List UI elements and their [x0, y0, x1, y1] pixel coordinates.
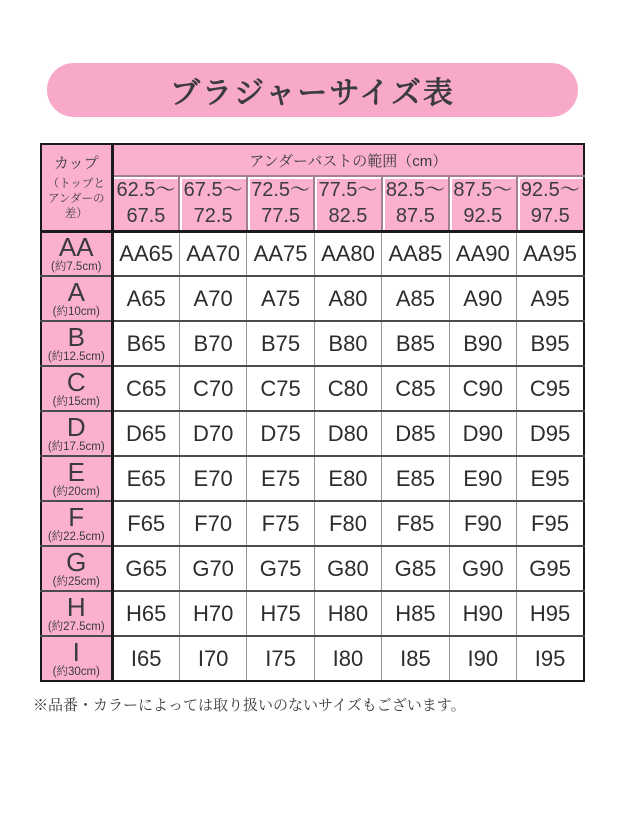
cup-header-cell: [41, 276, 112, 321]
table-row: [41, 456, 584, 501]
table-row: [41, 636, 584, 681]
table-row: [41, 591, 584, 636]
size-cell: H85: [382, 591, 449, 636]
size-cell: F75: [247, 501, 314, 546]
cup-letter: B: [67, 321, 85, 352]
cup-letter: D: [66, 411, 86, 442]
range-top: 82.5～: [385, 179, 445, 202]
table-row: [41, 411, 584, 456]
size-cell: AA75: [247, 231, 314, 276]
range-bottom: 92.5: [463, 205, 503, 228]
size-cell: G75: [247, 546, 314, 591]
cup-diff: (約25cm): [52, 575, 100, 588]
size-cell: AA70: [179, 231, 246, 276]
size-cell: G80: [314, 546, 381, 591]
range-top: 72.5～: [251, 179, 311, 202]
range-bottom: 97.5: [530, 205, 570, 228]
size-cell: I80: [314, 636, 381, 681]
table-row: [41, 546, 584, 591]
cup-diff: (約17.5cm): [47, 440, 105, 453]
cup-letter: H: [66, 591, 86, 622]
size-cell: F95: [517, 501, 584, 546]
cup-header-cell: [41, 546, 112, 591]
size-cell: H70: [179, 591, 246, 636]
cup-header-cell: [41, 636, 112, 681]
size-cell: I65: [112, 636, 179, 681]
cup-diff: (約27.5cm): [47, 620, 105, 633]
size-cell: F70: [179, 501, 246, 546]
size-cell: I95: [517, 636, 584, 681]
size-cell: A65: [112, 276, 179, 321]
size-cell: E85: [382, 456, 449, 501]
cup-header-label: カップ: [53, 155, 99, 173]
size-cell: H95: [517, 591, 584, 636]
cup-letter: AA: [58, 231, 94, 262]
size-cell: B85: [382, 321, 449, 366]
range-top: 77.5～: [318, 179, 378, 202]
table-row: [41, 231, 584, 276]
size-cell: D80: [314, 411, 381, 456]
table-row: [41, 321, 584, 366]
size-cell: A90: [449, 276, 516, 321]
size-cell: F85: [382, 501, 449, 546]
cup-header-cell: [41, 411, 112, 456]
range-bottom: 67.5: [126, 205, 166, 228]
size-cell: C65: [112, 366, 179, 411]
range-bottom: 82.5: [328, 205, 368, 228]
size-cell: B80: [314, 321, 381, 366]
size-cell: G85: [382, 546, 449, 591]
size-cell: I90: [449, 636, 516, 681]
size-cell: I75: [247, 636, 314, 681]
bra-size-table: [40, 143, 585, 682]
cup-diff: (約15cm): [52, 395, 100, 408]
cup-diff: (約12.5cm): [47, 350, 105, 363]
size-cell: B90: [449, 321, 516, 366]
underbust-range-cell: [449, 176, 516, 231]
range-top: 62.5～: [116, 179, 176, 202]
size-cell: D90: [449, 411, 516, 456]
underbust-range-cell: [382, 176, 449, 231]
table-body: [41, 231, 584, 681]
range-top: 67.5～: [183, 179, 243, 202]
cup-diff: (約20cm): [52, 485, 100, 498]
size-cell: E80: [314, 456, 381, 501]
range-bottom: 72.5: [193, 205, 233, 228]
size-cell: D70: [179, 411, 246, 456]
range-bottom: 87.5: [395, 205, 435, 228]
size-cell: H75: [247, 591, 314, 636]
size-cell: F65: [112, 501, 179, 546]
size-cell: C80: [314, 366, 381, 411]
size-cell: AA65: [112, 231, 179, 276]
range-bottom: 77.5: [261, 205, 301, 228]
size-cell: I70: [179, 636, 246, 681]
size-cell: C85: [382, 366, 449, 411]
cup-header-cell: [41, 501, 112, 546]
range-top: 87.5～: [453, 179, 513, 202]
size-cell: B70: [179, 321, 246, 366]
size-cell: B65: [112, 321, 179, 366]
size-cell: E95: [517, 456, 584, 501]
cup-header-cell: [41, 366, 112, 411]
size-cell: B95: [517, 321, 584, 366]
size-cell: A85: [382, 276, 449, 321]
cup-letter: A: [67, 276, 85, 307]
size-cell: AA80: [314, 231, 381, 276]
range-top: 92.5～: [520, 179, 580, 202]
cup-letter: C: [66, 366, 86, 397]
underbust-range-row: [41, 176, 584, 231]
size-cell: E75: [247, 456, 314, 501]
cup-letter: I: [72, 636, 80, 667]
underbust-header: アンダーバストの範囲（cm）: [112, 144, 584, 176]
size-cell: A70: [179, 276, 246, 321]
size-cell: E70: [179, 456, 246, 501]
size-cell: F80: [314, 501, 381, 546]
size-cell: AA85: [382, 231, 449, 276]
cup-header-cell: [41, 591, 112, 636]
size-cell: D95: [517, 411, 584, 456]
underbust-range-cell: [179, 176, 246, 231]
size-cell: G90: [449, 546, 516, 591]
table-row: [41, 501, 584, 546]
size-cell: H90: [449, 591, 516, 636]
cup-header-cell: [41, 321, 112, 366]
cup-header-cell: [41, 231, 112, 276]
size-cell: C90: [449, 366, 516, 411]
underbust-range-cell: [112, 176, 179, 231]
size-cell: B75: [247, 321, 314, 366]
size-cell: G95: [517, 546, 584, 591]
cup-header-note: （トップとアンダーの差）: [47, 178, 105, 221]
size-cell: F90: [449, 501, 516, 546]
cup-letter: G: [66, 546, 87, 577]
size-cell: A75: [247, 276, 314, 321]
cup-letter: F: [68, 501, 85, 532]
size-cell: D65: [112, 411, 179, 456]
size-cell: G70: [179, 546, 246, 591]
cup-diff: (約22.5cm): [47, 530, 105, 543]
cup-diff: (約10cm): [52, 305, 100, 318]
size-cell: A95: [517, 276, 584, 321]
size-cell: I85: [382, 636, 449, 681]
cup-letter: E: [67, 456, 85, 487]
table-header: [41, 144, 584, 231]
table-row: [41, 366, 584, 411]
cup-diff: (約7.5cm): [51, 261, 102, 274]
size-cell: AA90: [449, 231, 516, 276]
size-cell: C70: [179, 366, 246, 411]
size-cell: H65: [112, 591, 179, 636]
size-cell: G65: [112, 546, 179, 591]
footnote: ※品番・カラーによっては取り扱いのないサイズもございます。: [33, 697, 466, 714]
cup-column-header: [41, 144, 112, 231]
size-cell: D75: [247, 411, 314, 456]
size-cell: C95: [517, 366, 584, 411]
size-cell: E90: [449, 456, 516, 501]
underbust-range-cell: [314, 176, 381, 231]
table-row: [41, 276, 584, 321]
cup-diff: (約30cm): [52, 665, 100, 678]
size-cell: C75: [247, 366, 314, 411]
size-cell: AA95: [517, 231, 584, 276]
size-chart-page: [0, 63, 625, 715]
size-cell: H80: [314, 591, 381, 636]
header-row-top: [41, 144, 584, 176]
size-cell: E65: [112, 456, 179, 501]
underbust-range-cell: [247, 176, 314, 231]
cup-header-cell: [41, 456, 112, 501]
underbust-range-cell: [517, 176, 584, 231]
size-cell: A80: [314, 276, 381, 321]
size-cell: D85: [382, 411, 449, 456]
page-title: ブラジャーサイズ表: [47, 63, 578, 117]
